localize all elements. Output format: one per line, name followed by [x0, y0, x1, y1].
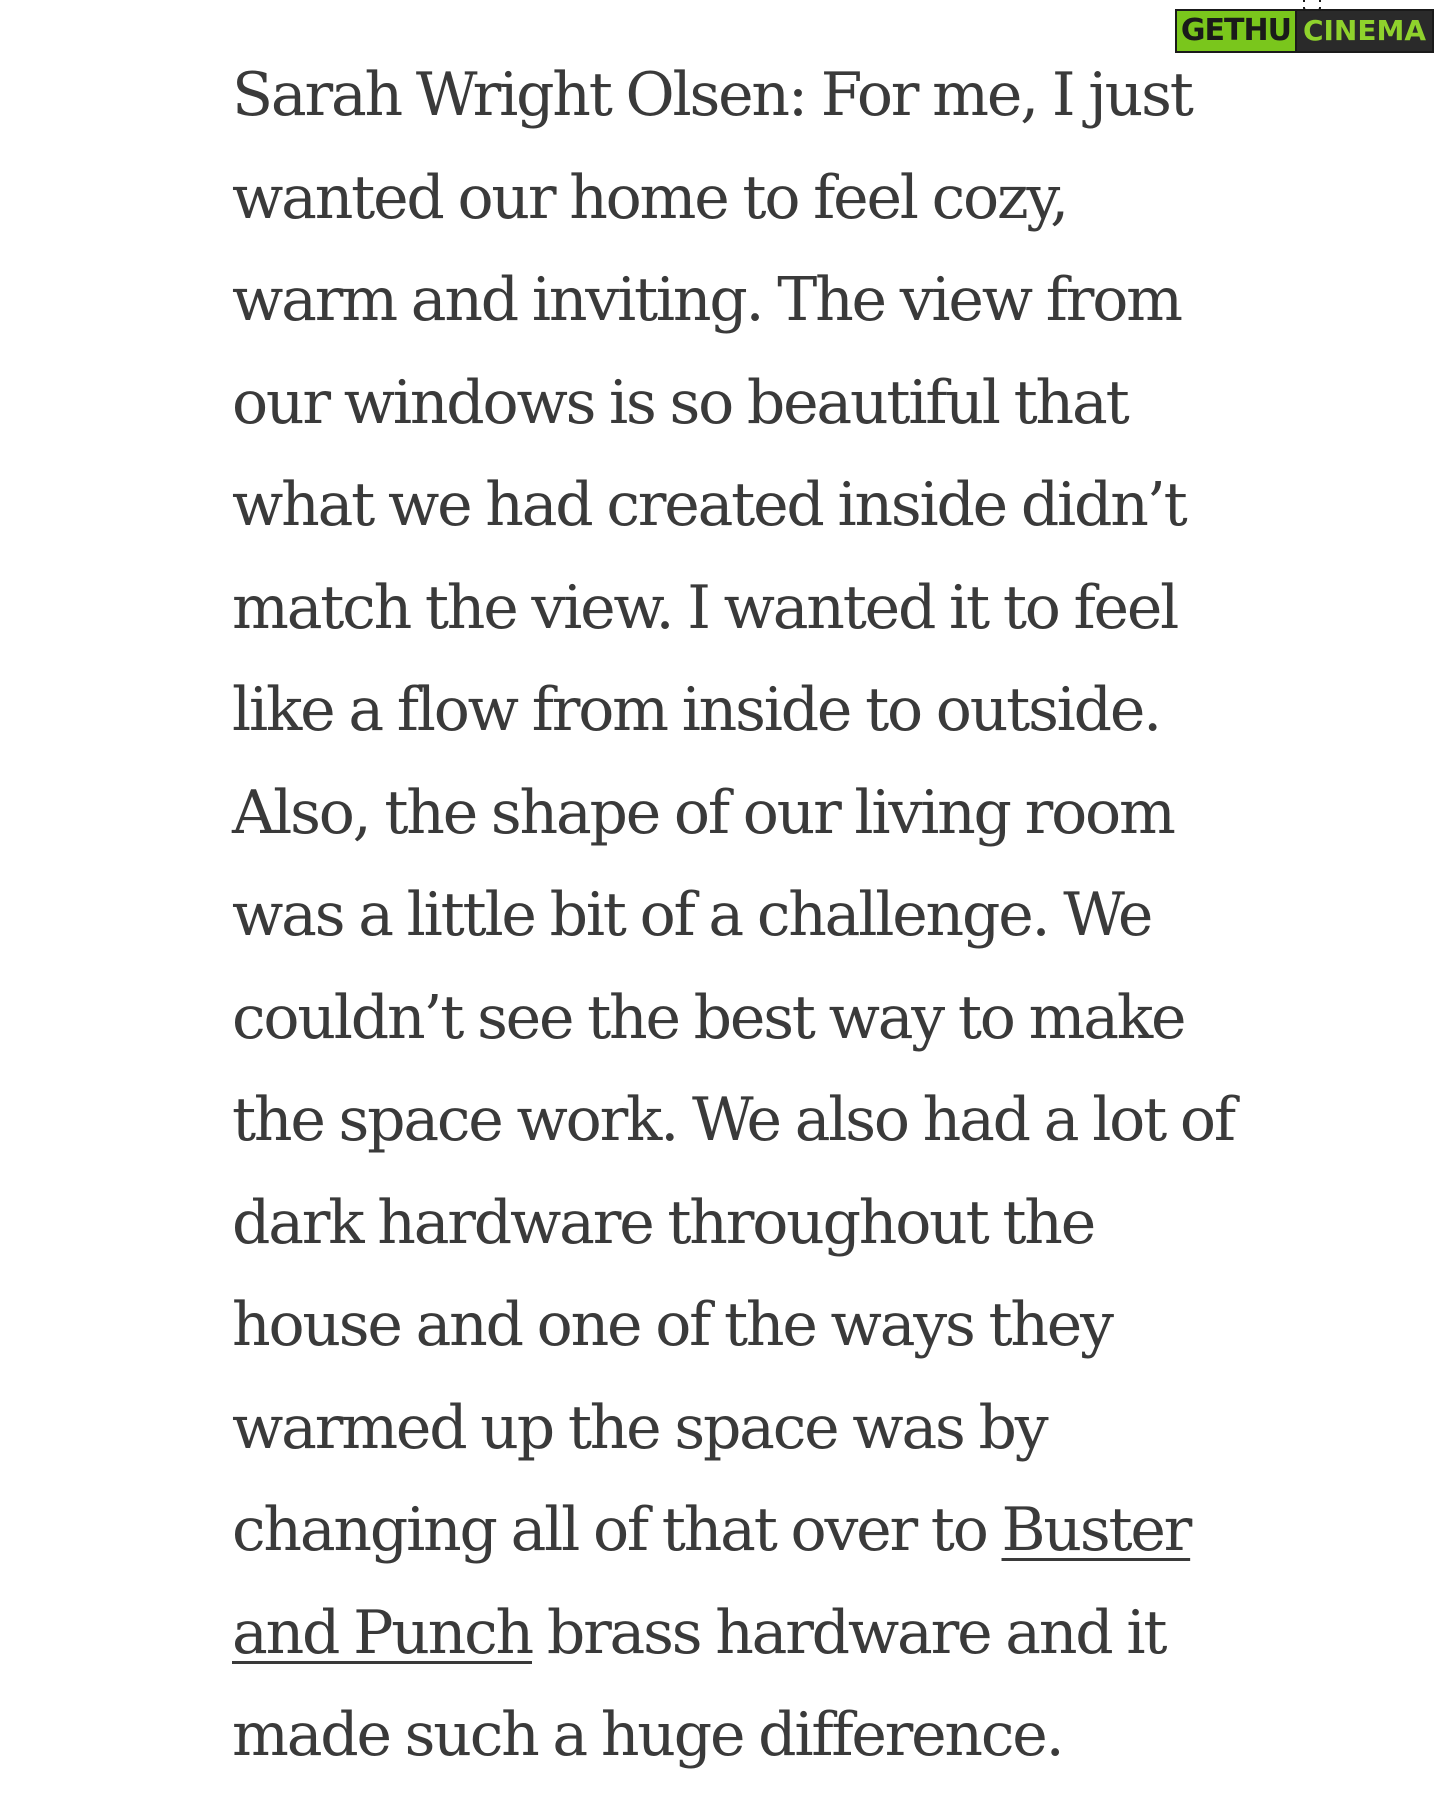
text-line: warm and inviting. The view from	[232, 265, 1181, 335]
watermark-text-gethu: GETHU	[1175, 9, 1297, 53]
buster-and-punch-link[interactable]: Buster	[1001, 1495, 1191, 1565]
text-line: Sarah Wright Olsen: For me, I just	[232, 60, 1192, 130]
text-line: the space work. We also had a lot of	[232, 1085, 1234, 1155]
text-line: couldn’t see the best way to make	[232, 982, 1185, 1053]
text-line: warmed up the space was by	[232, 1392, 1047, 1463]
text-line: what we had created inside didn’t	[232, 470, 1186, 540]
article-paragraph	[232, 44, 1232, 1787]
film-strip-icon	[1299, 55, 1430, 60]
text-line: house and one of the ways they	[232, 1290, 1112, 1360]
text-line: Also, the shape of our living room	[232, 777, 1174, 848]
text-line: made such a huge difference.	[232, 1700, 1063, 1770]
text-segment: changing all of that over to	[232, 1495, 1002, 1565]
text-line-with-link	[232, 1479, 1232, 1582]
text-segment: brass hardware and it	[532, 1597, 1166, 1668]
text-line: dark hardware throughout the	[232, 1187, 1095, 1258]
watermark-cinema-label: CINEMA	[1302, 14, 1426, 47]
film-strip-icon	[1299, 2, 1430, 7]
text-line: wanted our home to feel cozy,	[232, 162, 1067, 233]
watermark-text-cinema	[1297, 9, 1434, 53]
text-line: like a flow from inside to outside.	[232, 675, 1161, 745]
text-line: was a little bit of a challenge. We	[232, 880, 1152, 950]
text-line: match the view. I wanted it to feel	[232, 572, 1178, 643]
buster-and-punch-link-continued[interactable]: and Punch	[232, 1597, 532, 1668]
text-line: our windows is so beautiful that	[232, 367, 1128, 438]
text-line-with-link	[232, 1582, 1232, 1685]
